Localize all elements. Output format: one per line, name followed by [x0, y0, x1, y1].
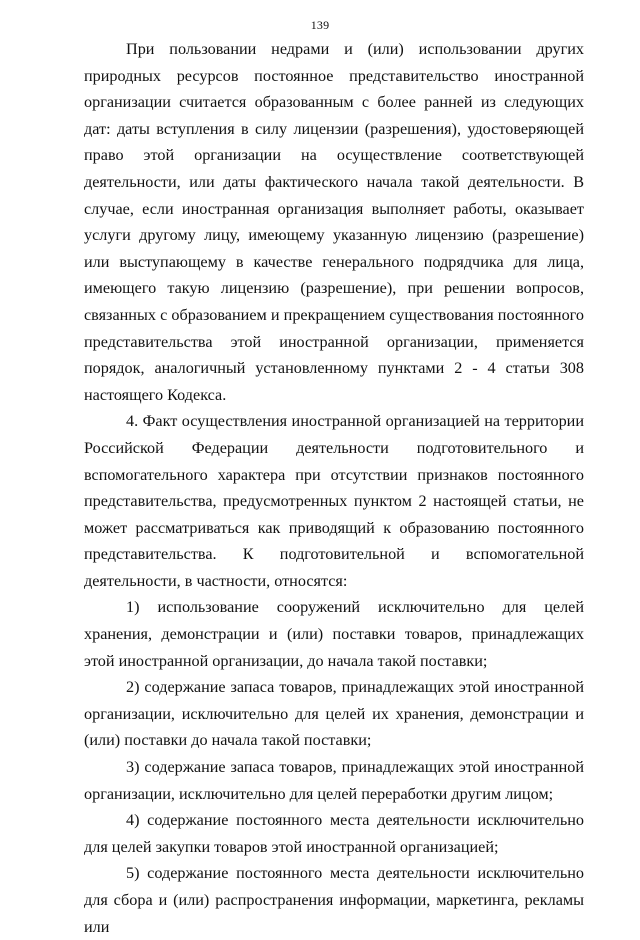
document-body — [84, 36, 584, 936]
list-item-2-stock-storage: 2) содержание запаса товаров, принадлежащих этой иностранной организации, исключительно для целей их хранения, демонстрации и (или) поставки до начала такой поставки; — [84, 678, 584, 750]
list-item-3-stock-processing: 3) содержание запаса товаров, принадлежащих этой иностранной организации, исключительно для целей переработки другим лицом; — [84, 758, 584, 803]
paragraph-item-4-preparatory-activity: 4. Факт осуществления иностранной организацией на территории Российской Федерации деятельности подготовительного и вспомогательного характера при отсутствии признаков постоянного представительства, предусмотренных пунктом 2 настоящей статьи, не может рассматриваться как приводящий к образованию постоянного представительства. К подготовительной и вспомогательной деятельности, в частности, относятся: — [84, 412, 584, 590]
list-item-5-information-collection: 5) содержание постоянного места деятельности исключительно для сбора и (или) распространения информации, маркетинга, рекламы или — [84, 864, 584, 936]
list-item-4-purchasing: 4) содержание постоянного места деятельности исключительно для целей закупки товаров этой иностранной организацией; — [84, 811, 584, 856]
list-item-1-storage-facilities: 1) использование сооружений исключительно для целей хранения, демонстрации и (или) поставки товаров, принадлежащих этой иностранной организации, до начала такой поставки; — [84, 598, 584, 670]
page-number: 139 — [310, 18, 330, 32]
paragraph-subsoil-use: При пользовании недрами и (или) использовании других природных ресурсов постоянное представительство иностранной организации считается образованным с более ранней из следующих дат: даты вступления в силу лицензии (разрешения), удостоверяющей право этой организации на осуществление соответствующей деятельности, или даты фактического начала такой деятельности. В случае, если иностранная организация выполняет работы, оказывает услуги другому лицу, имеющему указанную лицензию (разрешение) или выступающему в качестве генерального подрядчика для лица, имеющего такую лицензию (разрешение), при решении вопросов, связанных с образованием и прекращением существования постоянного представительства этой иностранной организации, применяется порядок, аналогичный установленному пунктами 2 - 4 статьи 308 настоящего Кодекса. — [84, 40, 584, 404]
